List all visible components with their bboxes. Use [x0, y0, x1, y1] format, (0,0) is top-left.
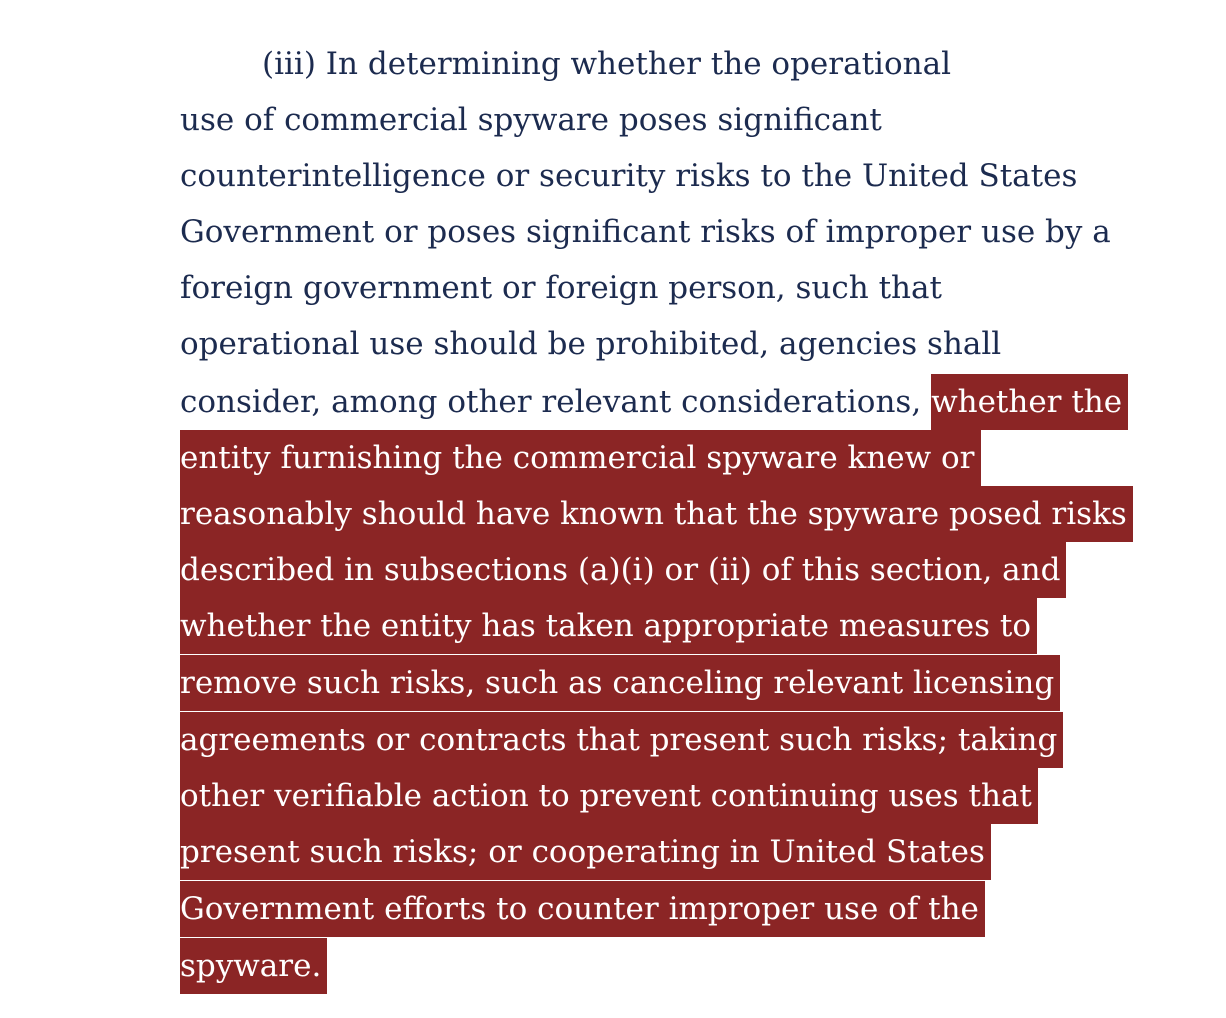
text-line-10 [180, 542, 1066, 598]
highlighted-text: remove such risks, such as canceling relevant licensing [180, 655, 1060, 711]
highlighted-text: entity furnishing the commercial spyware knew or [180, 430, 981, 486]
highlighted-text: whether the entity has taken appropriate measures to [180, 598, 1037, 654]
text-line-5: foreign government or foreign person, such that [180, 270, 942, 306]
text-line-2: use of commercial spyware poses significant [180, 102, 882, 138]
text-line-1: (iii) In determining whether the operational [262, 46, 951, 82]
text-line-6: operational use should be prohibited, agencies shall [180, 326, 1002, 362]
highlighted-text: Government efforts to counter improper use of the [180, 881, 985, 937]
text-line-8 [180, 430, 981, 486]
text-line-13 [180, 712, 1063, 768]
text-line-3: counterintelligence or security risks to the United States [180, 158, 1078, 194]
highlighted-text: reasonably should have known that the spyware posed risks [180, 486, 1133, 542]
text-line-9 [180, 486, 1133, 542]
text-line-12 [180, 655, 1060, 711]
text-line-11 [180, 598, 1037, 654]
text-line-14 [180, 768, 1038, 824]
text-line-7-plain: consider, among other relevant considerations, [180, 384, 932, 420]
text-line-7 [180, 374, 1128, 430]
text-line-17 [180, 938, 327, 994]
highlight-start: whether the [931, 374, 1128, 430]
text-line-15 [180, 824, 991, 880]
highlighted-text: spyware. [180, 938, 327, 994]
text-line-16 [180, 881, 985, 937]
highlighted-text: described in subsections (a)(i) or (ii) of this section, and [180, 542, 1066, 598]
highlighted-text: agreements or contracts that present such risks; taking [180, 712, 1063, 768]
text-line-4: Government or poses significant risks of improper use by a [180, 214, 1111, 250]
highlighted-text: present such risks; or cooperating in United States [180, 824, 991, 880]
highlighted-text: other verifiable action to prevent continuing uses that [180, 768, 1038, 824]
